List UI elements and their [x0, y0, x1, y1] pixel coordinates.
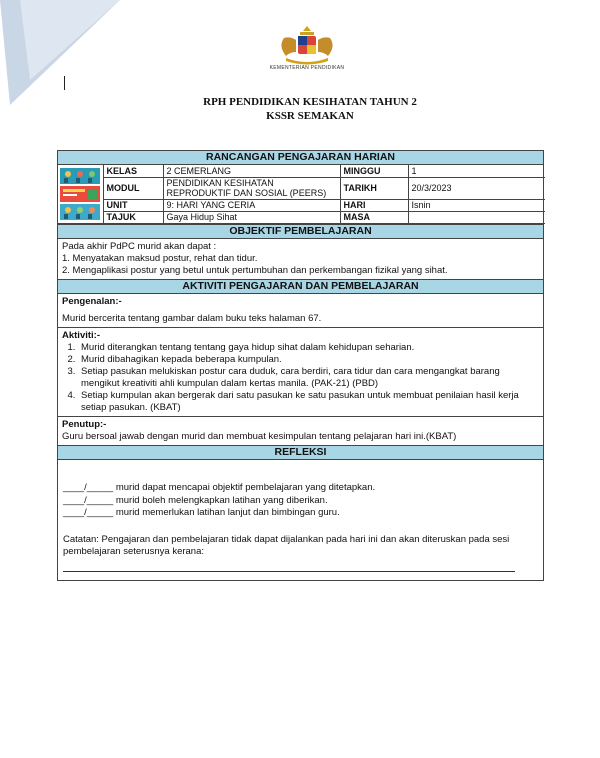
tajuk-value: Gaya Hidup Sihat	[163, 211, 340, 223]
reflection-line-2: ____/_____ murid boleh melengkapkan latihan yang diberikan.	[63, 494, 328, 506]
objective-item-1: 1. Menyatakan maksud postur, rehat dan tidur.	[62, 253, 258, 264]
kelas-label: KELAS	[103, 165, 163, 177]
lesson-plan-sheet	[57, 150, 544, 581]
tarikh-label: TARIKH	[340, 177, 408, 199]
unit-value: 9: HARI YANG CERIA	[163, 199, 340, 211]
objectives-section	[58, 239, 543, 280]
closing-section	[58, 417, 543, 446]
intro-section	[58, 294, 543, 328]
intro-text: Murid bercerita tentang gambar dalam buku teks halaman 67.	[62, 313, 322, 324]
textbook-images	[58, 165, 103, 224]
minggu-label: MINGGU	[340, 165, 408, 177]
plan-meta-table	[58, 165, 545, 224]
activity-step: 1. Murid diterangkan tentang tentang gaya hidup sihat dalam kehidupan seharian.	[78, 342, 539, 354]
masa-label: MASA	[340, 211, 408, 223]
tajuk-label: TAJUK	[103, 211, 163, 223]
closing-text: Guru bersoal jawab dengan murid dan membuat kesimpulan tentang pelajaran hari ini.(KBAT)	[62, 431, 457, 442]
reflection-heading: REFLEKSI	[58, 446, 543, 460]
objective-item-2: 2. Mengaplikasi postur yang betul untuk pertumbuhan dan perkembangan fizikal yang sihat.	[62, 265, 448, 276]
activity-list	[62, 342, 539, 414]
plan-heading: RANCANGAN PENGAJARAN HARIAN	[58, 151, 543, 165]
ministry-crest-logo	[272, 24, 342, 66]
activity-step: 4. Setiap kumpulan akan bergerak dari satu pasukan ke satu pasukan untuk membuat penilaian hasil kerja setiap pasukan. (KBAT)	[78, 390, 539, 414]
activities-heading: AKTIVITI PENGAJARAN DAN PEMBELAJARAN	[58, 280, 543, 294]
minggu-value: 1	[408, 165, 545, 177]
aktiviti-label: Aktiviti:-	[62, 330, 100, 341]
reflection-section	[58, 460, 543, 580]
textbook-cover-icon	[58, 165, 102, 223]
hari-value: Isnin	[408, 199, 545, 211]
reflection-line-1: ____/_____ murid dapat mencapai objektif pembelajaran yang ditetapkan.	[63, 482, 376, 493]
tarikh-value: 20/3/2023	[408, 177, 545, 199]
activity-step: 3. Setiap pasukan melukiskan postur cara duduk, cara berdiri, cara tidur dan cara mengangkat barang mengikut kreativiti ahli kumpulan dalam kertas manila. (PAK-21) (PBD)	[78, 366, 539, 390]
ministry-name: KEMENTERIAN PENDIDIKAN	[269, 65, 345, 71]
modul-value: PENDIDIKAN KESIHATAN REPRODUKTIF DAN SOSIAL (PEERS)	[163, 177, 340, 199]
reason-blank-line[interactable]	[63, 571, 515, 572]
hari-label: HARI	[340, 199, 408, 211]
reflection-line-3: ____/_____ murid memerlukan latihan lanjut dan bimbingan guru.	[63, 507, 340, 518]
text-cursor	[64, 76, 65, 90]
activity-step: 2. Murid dibahagikan kepada beberapa kumpulan.	[78, 354, 539, 366]
activity-section	[58, 328, 543, 417]
title-line-2: KSSR SEMAKAN	[266, 110, 354, 122]
unit-label: UNIT	[103, 199, 163, 211]
closing-label: Penutup:-	[62, 419, 107, 430]
modul-label: MODUL	[103, 177, 163, 199]
intro-label: Pengenalan:-	[62, 296, 122, 307]
page-corner-decoration	[0, 0, 120, 110]
kelas-value: 2 CEMERLANG	[163, 165, 340, 177]
objectives-intro: Pada akhir PdPC murid akan dapat :	[62, 241, 217, 252]
reflection-note: Catatan: Pengajaran dan pembelajaran tidak dapat dijalankan pada hari ini dan akan diteruskan pada sesi pembelajaran seterusnya kerana:	[63, 533, 510, 557]
objectives-heading: OBJEKTIF PEMBELAJARAN	[58, 224, 543, 239]
title-line-1: RPH PENDIDIKAN KESIHATAN TAHUN 2	[203, 96, 417, 108]
masa-value	[408, 211, 545, 223]
document-title	[150, 95, 470, 123]
